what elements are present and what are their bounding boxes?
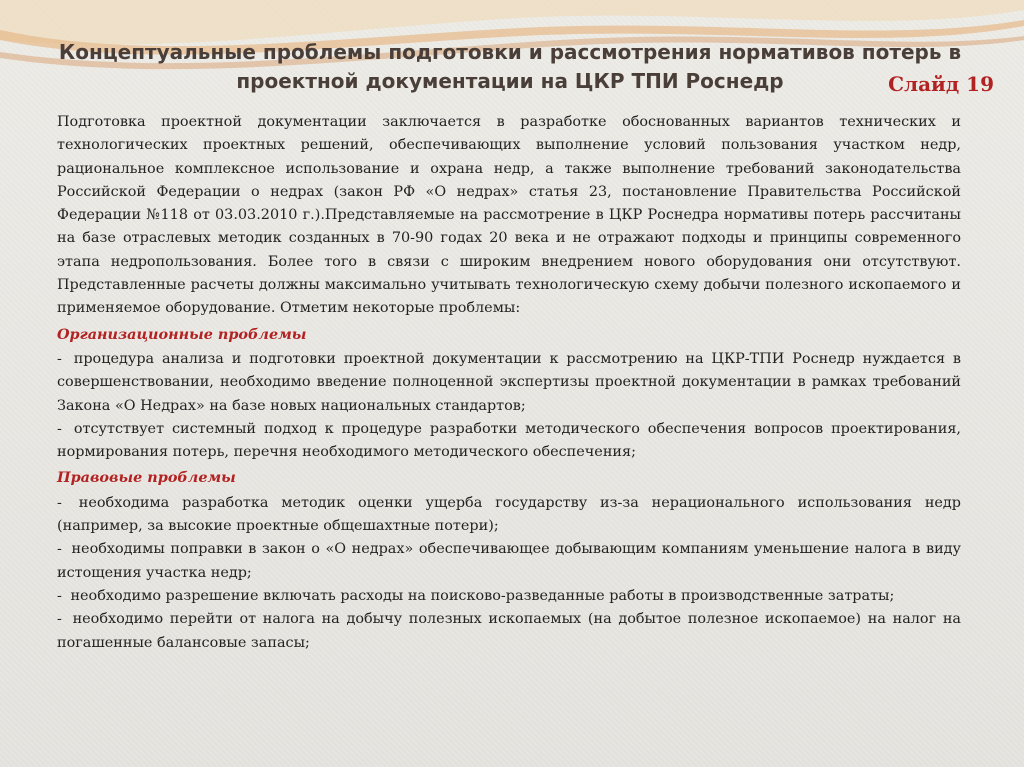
title-line-2: проектной документации на ЦКР ТПИ Роснедр [236, 69, 784, 93]
list-item [57, 348, 961, 418]
dash-bullet: - [57, 420, 62, 437]
list-item [57, 608, 961, 655]
section-heading-organizational: Организационные проблемы [57, 325, 307, 343]
list-item [57, 418, 961, 465]
list-item-text: необходимы поправки в закон о «О недрах» обеспечивающее добывающим компаниям уменьшение налога в виду истощения участка недр; [57, 541, 962, 581]
list-item [57, 538, 961, 585]
list-item [57, 585, 961, 608]
title-line-1: Концептуальные проблемы подготовки и рассмотрения нормативов потерь в [58, 40, 962, 64]
intro-paragraph: Подготовка проектной документации заключается в разработке обоснованных вариантов технических и технологических проектных решений, обеспечивающих выполнение условий пользования участком недр, рациональное комплексное использование и охрана недр, а также выполнение требований законодательства Российской Федерации о недрах (закон РФ «О недрах» статья 23, постановление Правительства Российской Федерации №118 от 03.03.2010 г.).Представляемые на рассмотрение в ЦКР Роснедра нормативы потерь рассчитаны на базе отраслевых методик созданных в 70-90 годах 20 века и не отражают подходы и принципы современного этапа недропользования. Более того в связи с широким внедрением нового оборудования они отсутствуют. Представленные расчеты должны максимально учитывать технологическую схему добычи полезного ископаемого и применяемое оборудование. Отметим некоторые проблемы: [57, 114, 961, 317]
page-title [40, 38, 980, 96]
dash-bullet: - [57, 494, 62, 511]
list-item-text: необходимо перейти от налога на добычу полезных ископаемых (на добытое полезное ископаемое) на налог на погашенные балансовые запасы; [57, 611, 961, 651]
section-heading-legal: Правовые проблемы [57, 469, 236, 487]
list-item-text: отсутствует системный подход к процедуре разработки методического обеспечения вопросов проектирования, нормирования потерь, перечня необходимого методического обеспечения; [57, 420, 962, 461]
dash-bullet: - [57, 541, 62, 558]
list-item-text: необходимо разрешение включать расходы на поисково-разведанные работы в производственные затраты; [70, 587, 895, 604]
content-body [57, 111, 961, 655]
list-item-text: необходима разработка методик оценки ущерба государству из-за нерационального использования недр (например, за высокие проектные общешахтные потери); [57, 494, 962, 535]
dash-bullet: - [57, 350, 62, 367]
dash-bullet: - [57, 587, 62, 604]
slide-number: Слайд 19 [888, 72, 994, 96]
list-item-text: процедура анализа и подготовки проектной документации к рассмотрению на ЦКР-ТПИ Роснедр нуждается в совершенствовании, необходимо введение полноценной экспертизы проектной документации в рамках требований Закона «О Недрах» на базе новых национальных стандартов; [57, 350, 961, 414]
dash-bullet: - [57, 611, 62, 628]
list-item [57, 492, 961, 539]
